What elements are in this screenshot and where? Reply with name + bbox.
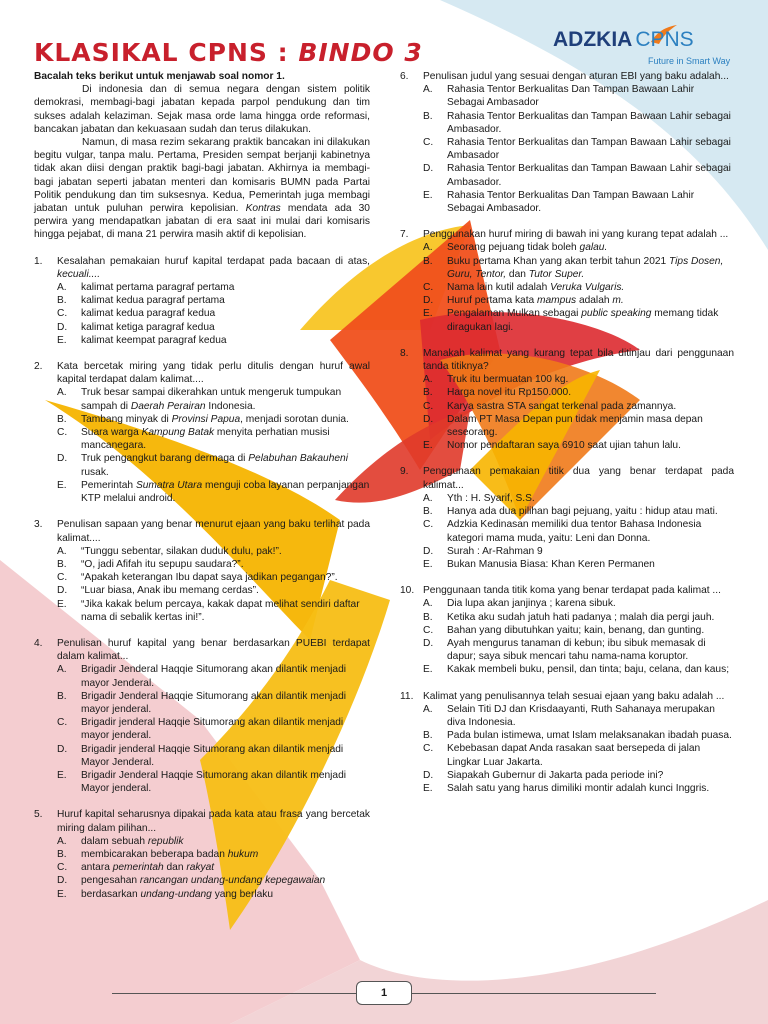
option-e[interactable]: E. kalimat keempat paragraf kedua — [57, 334, 227, 346]
logo-wordmark — [553, 28, 694, 52]
logo-word: ADZKIA — [553, 28, 633, 51]
logo-word-cpns: CPNS — [635, 28, 694, 51]
option-d[interactable]: D. pengesahan rancangan undang-undang kepegawaian — [57, 875, 326, 887]
option-c[interactable]: C. Bahan yang dibutuhkan yaitu; kain, benang, dan gunting. — [423, 624, 705, 636]
option-c[interactable]: C. Nama lain kutil adalah Veruka Vulgaris. — [423, 282, 625, 294]
question-7 — [400, 228, 734, 334]
option-c[interactable]: C. Karya sastra STA sangat terkenal pada zamannya. — [423, 400, 677, 412]
question-number: 6. — [400, 71, 409, 82]
option-d[interactable]: D. Brigadir jenderal Haqqie Situmorang akan dilantik menjadi Mayor Jenderal. — [57, 743, 344, 768]
left-column — [34, 70, 370, 901]
question-9 — [400, 465, 734, 571]
question-1 — [34, 255, 370, 347]
question-number: 8. — [400, 347, 409, 359]
question-number: 2. — [34, 361, 43, 373]
question-text: Penggunaan pemakaian titik dua yang benar terdapat pada kalimat... — [423, 466, 734, 491]
option-e[interactable]: E. berdasarkan undang-undang yang berlaku — [57, 888, 274, 900]
option-a[interactable]: A. Dia lupa akan janjinya ; karena sibuk. — [423, 598, 616, 610]
passage-paragraph-2: Namun, di masa rezim sekarang praktik bancakan ini dilakukan begitu vulgar, tanpa malu. Pertama, Presiden sempat berjanji kabinetnya tidak akan diisi dengan praktik bagi-bagi jabatan. Akhirnya ia membagi-bagi jabatan seperti jabatan menteri dan komisaris BUMN pada Partai Politik pendukung dan tim suksesnya. Kedua, Pemerintah juga membagi jabatan untuk puluhan perwira kepolisian. Kontras mendata ada 30 perwira yang mendapatkan jabatan di era saat ini mulai dari komisaris hingga pejabat, di mana 21 perwira masih aktif di kepolisian. — [34, 137, 370, 241]
reading-passage — [34, 70, 370, 242]
title-subject: BINDO 3 — [298, 38, 423, 67]
question-3 — [34, 518, 370, 624]
option-a[interactable]: A. Yth : H. Syarif, S.S. — [423, 492, 535, 504]
option-e[interactable]: E. Brigadir Jenderal Haqqie Situmorang akan dilantik menjadi Mayor jenderal. — [57, 769, 347, 795]
footer-rule-left — [112, 993, 356, 994]
page-title — [34, 38, 423, 67]
question-11 — [400, 690, 734, 796]
question-number: 7. — [400, 229, 409, 241]
option-d[interactable]: D. Rahasia Tentor Berkualitas dan Tampan Bawaan Lahir sebagai Ambasador. — [423, 163, 731, 188]
footer-rule-right — [410, 993, 656, 994]
option-a[interactable]: A. Brigadir Jenderal Haqqie Situmorang akan dilantik menjadi mayor Jenderal. — [57, 664, 347, 689]
option-c[interactable]: C. Rahasia Tentor Berkualitas dan Tampan Bawaan Lahir sebagai Ambasador — [423, 137, 731, 162]
question-text: Penulisan huruf kapital yang benar berdasarkan PUEBI terdapat dalam kalimat... — [57, 637, 370, 663]
option-e[interactable]: E. Bukan Manusia Biasa: Khan Keren Permanen — [423, 558, 655, 570]
option-a[interactable]: A. Seorang pejuang tidak boleh galau. — [423, 242, 608, 254]
option-e[interactable]: E. Kakak membeli buku, pensil, dan tinta; baju, celana, dan kaus; — [423, 664, 730, 676]
option-c[interactable]: C. Adzkia Kedinasan memiliki dua tentor Bahasa Indonesia kategori mama muda, yaitu: Leni dan Donna. — [423, 519, 702, 544]
question-text: Manakah kalimat yang kurang tepat bila ditinjau dari penggunaan tanda titiknya? — [423, 347, 734, 373]
question-2 — [34, 360, 370, 505]
option-e[interactable]: E. Pemerintah Sumatra Utara menguji coba layanan perpanjangan KTP melalui android. — [57, 479, 370, 505]
passage-intro: Bacalah teks berikut untuk menjawab soal nomor 1. — [34, 71, 285, 82]
logo-tagline: Future in Smart Way — [648, 56, 731, 66]
option-c[interactable]: C. “Apakah keterangan Ibu dapat saya jadikan pegangan?”. — [57, 572, 338, 584]
option-e[interactable]: E. Salah satu yang harus dimiliki montir adalah kunci Inggris. — [423, 782, 710, 794]
option-b[interactable]: B. Ketika aku sudah jatuh hati padanya ; malah dia pergi jauh. — [423, 611, 715, 623]
option-b[interactable]: B. membicarakan beberapa badan hukum — [57, 848, 259, 860]
option-c[interactable]: C. antara pemerintah dan rakyat — [57, 862, 215, 874]
option-b[interactable]: B. Tambang minyak di Provinsi Papua, menjadi sorotan dunia. — [57, 413, 349, 425]
question-10 — [400, 584, 734, 676]
question-5 — [34, 808, 370, 900]
question-text: Penulisan sapaan yang benar menurut ejaan yang baku terlihat pada kalimat.... — [57, 519, 370, 544]
question-text: Kata bercetak miring yang tidak perlu ditulis dengan huruf awal kapital terdapat dalam kalimat.... — [57, 361, 370, 386]
option-a[interactable]: A. Truk itu bermuatan 100 kg. — [423, 374, 569, 386]
option-b[interactable]: B. “O, jadi Afifah itu sepupu saudara?”. — [57, 558, 244, 570]
option-a[interactable]: A. dalam sebuah republik — [57, 835, 184, 847]
option-d[interactable]: D. Ayah mengurus tanaman di kebun; ibu sibuk memasak di dapur; saya sibuk mencari tahu nama-nama koruptor. — [423, 637, 706, 663]
option-e[interactable]: E. Pengalaman Mulkan sebagai public speaking memang tidak diragukan lagi. — [423, 308, 719, 333]
title-main: KLASIKAL CPNS : — [34, 38, 299, 67]
question-text: Kesalahan pemakaian huruf kapital terdapat pada bacaan di atas, kecuali.... — [57, 255, 370, 280]
option-c[interactable]: C. Suara warga Kampung Batak menyita perhatian musisi mancanegara. — [57, 427, 330, 452]
question-number: 9. — [400, 466, 409, 478]
question-text: Kalimat yang penulisannya telah sesuai ejaan yang baku adalah ... — [423, 690, 725, 702]
question-text: Penulisan judul yang sesuai dengan aturan EBI yang baku adalah... — [423, 71, 729, 82]
question-number: 11. — [400, 690, 414, 702]
option-d[interactable]: D. Siapakah Gubernur di Jakarta pada periode ini? — [423, 769, 664, 781]
option-c[interactable]: C. Brigadir jenderal Haqqie Situmorang akan dilantik menjadi mayor jenderal. — [57, 717, 344, 742]
page-number: 1 — [356, 981, 412, 1005]
option-d[interactable]: D. “Luar biasa, Anak ibu memang cerdas”. — [57, 585, 259, 597]
question-4 — [34, 637, 370, 795]
option-b[interactable]: B. Harga novel itu Rp150.000. — [423, 387, 572, 399]
question-text: Penggunaan tanda titik koma yang benar terdapat pada kalimat ... — [423, 585, 721, 597]
option-b[interactable]: B. Hanya ada dua pilihan bagi pejuang, yaitu : hidup atau mati. — [423, 506, 718, 518]
option-b[interactable]: B. Brigadir Jenderal Haqqie Situmorang akan dilantik menjadi mayor jenderal. — [57, 690, 347, 715]
option-e[interactable]: E. Rahasia Tentor Berkualitas Dan Tampan Bawaan Lahir Sebagai Ambasador. — [423, 189, 695, 215]
option-a[interactable]: A. Truk besar sampai dikerahkan untuk mengeruk tumpukan sampah di Daerah Perairan Indonesia. — [57, 387, 342, 412]
option-b[interactable]: B. Rahasia Tentor Berkualitas dan Tampan Bawaan Lahir sebagai Ambasador. — [423, 110, 731, 135]
option-a[interactable]: A. Selain Titi DJ dan Krisdaayanti, Ruth Sahanaya merupakan diva Indonesia. — [423, 703, 715, 728]
option-c[interactable]: C. Kebebasan dapat Anda rasakan saat bersepeda di jalan Lingkar Luar Jakarta. — [423, 743, 701, 768]
option-b[interactable]: B. Pada bulan istimewa, umat Islam melaksanakan ibadah puasa. — [423, 730, 732, 742]
question-number: 3. — [34, 519, 43, 531]
option-a[interactable]: A. “Tunggu sebentar, silakan duduk dulu, pak!”. — [57, 545, 282, 557]
question-8 — [400, 347, 734, 453]
question-text: Huruf kapital seharusnya dipakai pada kata atau frasa yang bercetak miring dalam pilihan... — [57, 809, 370, 834]
question-number: 4. — [34, 637, 43, 649]
option-b[interactable]: B. Buku pertama Khan yang akan terbit tahun 2021 Tips Dosen, Guru, Tentor, dan Tutor Super. — [423, 255, 724, 280]
option-d[interactable]: D. Truk pengangkut barang dermaga di Pelabuhan Bakauheni rusak. — [57, 453, 348, 478]
question-6 — [400, 70, 734, 215]
option-c[interactable]: C. kalimat kedua paragraf kedua — [57, 308, 216, 320]
question-number: 5. — [34, 809, 43, 821]
option-d[interactable]: D. Dalam PT Masa Depan pun tidak menjamin masa depan seseorang. — [423, 413, 703, 439]
question-number: 10. — [400, 585, 415, 597]
option-e[interactable]: E. “Jika kakak belum percaya, kakak dapat melihat sendiri daftar nama di sebalik kertas ini!”. — [57, 598, 360, 623]
brand-logo — [553, 24, 738, 72]
option-a[interactable]: A. Rahasia Tentor Berkualitas Dan Tampan Bawaan Lahir Sebagai Ambasador — [423, 84, 695, 109]
right-column — [400, 70, 734, 795]
option-b[interactable]: B. kalimat kedua paragraf pertama — [57, 295, 225, 307]
option-d[interactable]: D. kalimat ketiga paragraf kedua — [57, 321, 215, 333]
option-d[interactable]: D. Huruf pertama kata mampus adalah m. — [423, 295, 624, 307]
option-a[interactable]: A. kalimat pertama paragraf pertama — [57, 282, 235, 294]
passage-paragraph-1: Di indonesia dan di semua negara dengan sistem politik demokrasi, membagi-bagi jabatan kepada parpol pendukung dan tim sukses adalah kelaziman. Sejak masa orde lama hingga orde reformasi, bancakan jabatan dan kekuasaan sudah dan terus dilakukan. — [34, 84, 370, 135]
question-text: Penggunakan huruf miring di bawah ini yang kurang tepat adalah ... — [423, 229, 729, 241]
question-number: 1. — [34, 255, 43, 267]
option-e[interactable]: E. Nomor pendaftaran saya 6910 saat ujian tahun lalu. — [423, 440, 681, 452]
option-d[interactable]: D. Surah : Ar-Rahman 9 — [423, 545, 543, 557]
